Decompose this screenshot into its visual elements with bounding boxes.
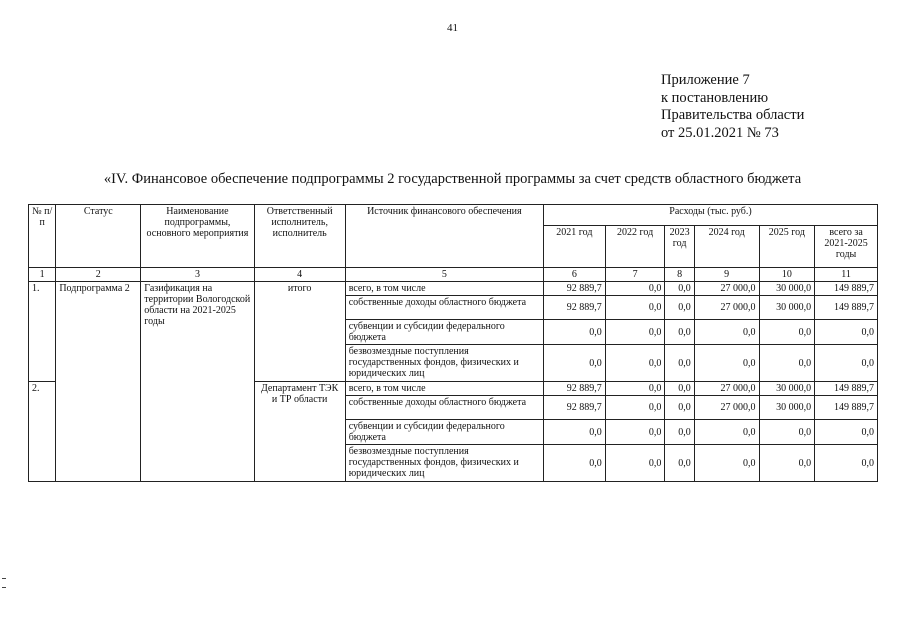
value-cell: 0,0	[665, 320, 694, 345]
header-expenses: Расходы (тыс. руб.)	[544, 205, 878, 226]
appendix-line-2: к постановлению	[661, 89, 769, 106]
finance-table	[28, 204, 878, 482]
value-cell: 0,0	[694, 320, 759, 345]
column-number: 7	[605, 268, 665, 282]
header-year-total: всего за 2021-2025 годы	[815, 226, 878, 268]
value-cell: 30 000,0	[759, 382, 815, 396]
header-num: № п/п	[29, 205, 56, 268]
value-cell: 0,0	[605, 320, 665, 345]
value-cell: 0,0	[605, 282, 665, 296]
value-cell: 0,0	[694, 345, 759, 382]
value-cell: 27 000,0	[694, 296, 759, 320]
header-year-2022: 2022 год	[605, 226, 665, 268]
value-cell: 27 000,0	[694, 396, 759, 420]
value-cell: 0,0	[665, 345, 694, 382]
source-cell: собственные доходы областного бюджета	[345, 396, 543, 420]
value-cell: 0,0	[665, 282, 694, 296]
column-number: 9	[694, 268, 759, 282]
value-cell: 30 000,0	[759, 296, 815, 320]
value-cell: 149 889,7	[815, 382, 878, 396]
scan-edge-mark	[2, 578, 6, 588]
value-cell: 0,0	[665, 296, 694, 320]
source-cell: субвенции и субсидии федерального бюджета	[345, 420, 543, 445]
value-cell: 0,0	[815, 420, 878, 445]
header-name: Наименование подпрограммы, основного мероприятия	[141, 205, 254, 268]
source-cell: безвозмездные поступления государственных фондов, физических и юридических лиц	[345, 345, 543, 382]
header-year-2021: 2021 год	[544, 226, 606, 268]
header-year-2023: 2023 год	[665, 226, 694, 268]
source-cell: всего, в том числе	[345, 382, 543, 396]
row-num: 2.	[29, 382, 56, 482]
value-cell: 0,0	[605, 296, 665, 320]
column-number: 6	[544, 268, 606, 282]
column-number: 8	[665, 268, 694, 282]
source-cell: безвозмездные поступления государственных фондов, физических и юридических лиц	[345, 445, 543, 482]
value-cell: 0,0	[815, 345, 878, 382]
value-cell: 0,0	[815, 320, 878, 345]
value-cell: 92 889,7	[544, 396, 606, 420]
table-row	[29, 282, 878, 296]
header-year-2025: 2025 год	[759, 226, 815, 268]
value-cell: 0,0	[544, 320, 606, 345]
value-cell: 0,0	[759, 345, 815, 382]
value-cell: 0,0	[605, 382, 665, 396]
value-cell: 0,0	[544, 420, 606, 445]
header-status: Статус	[56, 205, 141, 268]
value-cell: 0,0	[544, 345, 606, 382]
header-executor: Ответственный исполнитель, исполнитель	[254, 205, 345, 268]
value-cell: 30 000,0	[759, 282, 815, 296]
column-number: 4	[254, 268, 345, 282]
appendix-block	[661, 72, 804, 142]
row-executor: Департамент ТЭК и ТР области	[254, 382, 345, 482]
source-cell: всего, в том числе	[345, 282, 543, 296]
value-cell: 0,0	[759, 420, 815, 445]
value-cell: 0,0	[759, 320, 815, 345]
value-cell: 0,0	[544, 445, 606, 482]
appendix-line-4: от 25.01.2021 № 73	[661, 124, 779, 141]
header-year-2024: 2024 год	[694, 226, 759, 268]
value-cell: 0,0	[759, 445, 815, 482]
value-cell: 0,0	[694, 445, 759, 482]
value-cell: 92 889,7	[544, 296, 606, 320]
value-cell: 30 000,0	[759, 396, 815, 420]
column-number: 3	[141, 268, 254, 282]
appendix-line-1: Приложение 7	[661, 72, 750, 88]
column-number: 1	[29, 268, 56, 282]
value-cell: 0,0	[665, 396, 694, 420]
value-cell: 92 889,7	[544, 382, 606, 396]
row-name: Газификация на территории Вологодской области на 2021-2025 годы	[141, 282, 254, 482]
value-cell: 27 000,0	[694, 282, 759, 296]
value-cell: 149 889,7	[815, 282, 878, 296]
value-cell: 27 000,0	[694, 382, 759, 396]
source-cell: субвенции и субсидии федерального бюджета	[345, 320, 543, 345]
value-cell: 0,0	[605, 345, 665, 382]
value-cell: 0,0	[605, 420, 665, 445]
column-number: 2	[56, 268, 141, 282]
column-number: 5	[345, 268, 543, 282]
value-cell: 0,0	[815, 445, 878, 482]
value-cell: 92 889,7	[544, 282, 606, 296]
value-cell: 0,0	[605, 445, 665, 482]
column-number: 10	[759, 268, 815, 282]
row-num: 1.	[29, 282, 56, 382]
appendix-line-3: Правительства области	[661, 107, 805, 123]
document-title: «IV. Финансовое обеспечение подпрограммы 2 государственной программы за счет средств областного бюджета	[103, 171, 802, 187]
value-cell: 0,0	[665, 382, 694, 396]
value-cell: 0,0	[665, 445, 694, 482]
column-number: 11	[815, 268, 878, 282]
value-cell: 0,0	[694, 420, 759, 445]
value-cell: 0,0	[665, 420, 694, 445]
value-cell: 149 889,7	[815, 396, 878, 420]
page-number: 41	[447, 22, 458, 34]
row-status: Подпрограмма 2	[56, 282, 141, 482]
header-source: Источник финансового обеспечения	[345, 205, 543, 268]
value-cell: 149 889,7	[815, 296, 878, 320]
source-cell: собственные доходы областного бюджета	[345, 296, 543, 320]
row-executor: итого	[254, 282, 345, 382]
value-cell: 0,0	[605, 396, 665, 420]
